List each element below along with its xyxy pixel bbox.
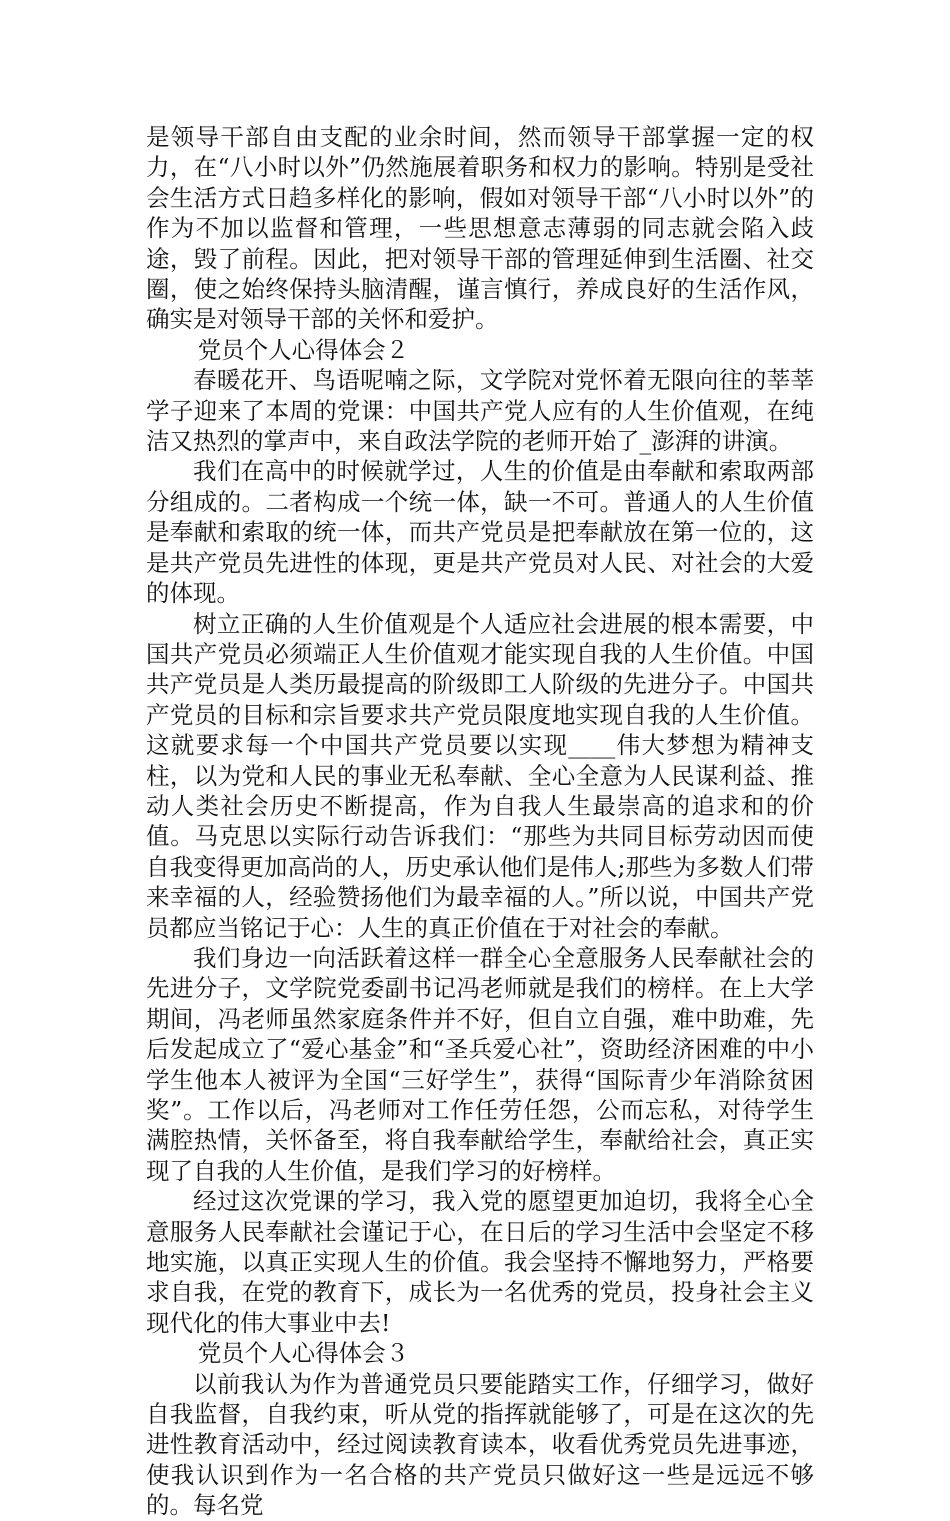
document-page [146, 122, 814, 1521]
paragraph-correct-values: 树立正确的人生价值观是个人适应社会进展的根本需要，中国共产党员必须端正人生价值观才能实现自我的人生价值。中国共产党员是人类历最提高的阶级即工人阶级的先进分子。中国共产党员的目标和宗旨要求共产党员限度地实现自我的人生价值。这就要求每一个中国共产党员要以实现____伟大梦想为精神支柱，以为党和人民的事业无私奉献、全心全意为人民谋利益、推动人类社会历史不断提高，作为自我人生最崇高的追求和的价值。马克思以实际行动告诉我们：“那些为共同目标劳动因而使自我变得更加高尚的人，历史承认他们是伟人;那些为多数人们带来幸福的人，经验赞扬他们为最幸福的人。”所以说，中国共产党员都应当铭记于心：人生的真正价值在于对社会的奉献。 [146, 609, 814, 942]
paragraph-party-lecture-intro: 春暖花开、鸟语呢喃之际，文学院对党怀着无限向往的莘莘学子迎来了本周的党课：中国共产党人应有的人生价值观，在纯洁又热烈的掌声中，来自政法学院的老师开始了_澎湃的讲演。 [146, 366, 814, 456]
paragraph-life-value: 我们在高中的时候就学过，人生的价值是由奉献和索取两部分组成的。二者构成一个统一体，缺一不可。普通人的人生价值是奉献和索取的统一体，而共产党员是把奉献放在第一位的，这是共产党员先进性的体现，更是共产党员对人民、对社会的大爱的体现。 [146, 457, 814, 608]
paragraph-role-model: 我们身边一向活跃着这样一群全心全意服务人民奉献社会的先进分子，文学院党委副书记冯老师就是我们的榜样。在上大学期间，冯老师虽然家庭条件并不好，但自立自强，难中助难，先后发起成立了“爱心基金”和“圣兵爱心社”，资助经济困难的中小学生他本人被评为全国“三好学生”，获得“国际青少年消除贫困奖”。工作以后，冯老师对工作任劳任怨，公而忘私，对待学生满腔热情，关怀备至，将自我奉献给学生，奉献给社会，真正实现了自我的人生价值，是我们学习的好榜样。 [146, 943, 814, 1185]
paragraph-leadership-supervision: 是领导干部自由支配的业余时间，然而领导干部掌握一定的权力，在“八小时以外”仍然施展着职务和权力的影响。特别是受社会生活方式日趋多样化的影响，假如对领导干部“八小时以外”的作为不加以监督和管理，一些思想意志薄弱的同志就会陷入歧途，毁了前程。因此，把对领导干部的管理延伸到生活圈、社交圈，使之始终保持头脑清醒，谨言慎行，养成良好的生活作风，确实是对领导干部的关怀和爱护。 [146, 123, 814, 334]
section-heading-3: 党员个人心得体会３ [197, 1339, 410, 1368]
paragraph-ordinary-member: 以前我认为作为普通党员只要能踏实工作，仔细学习，做好自我监督，自我约束，听从党的指挥就能够了，可是在这次的先进性教育活动中，经过阅读教育读本，收看优秀党员先进事迹，使我认识到作为一名合格的共产党员只做好这一些是远远不够的。每名党 [146, 1369, 814, 1520]
paragraph-resolution: 经过这次党课的学习，我入党的愿望更加迫切，我将全心全意服务人民奉献社会谨记于心，在日后的学习生活中会坚定不移地实施，以真正实现人生的价值。我会坚持不懈地努力，严格要求自我，在党的教育下，成长为一名优秀的党员，投身社会主义现代化的伟大事业中去! [146, 1187, 814, 1337]
section-heading-2: 党员个人心得体会２ [197, 335, 410, 364]
